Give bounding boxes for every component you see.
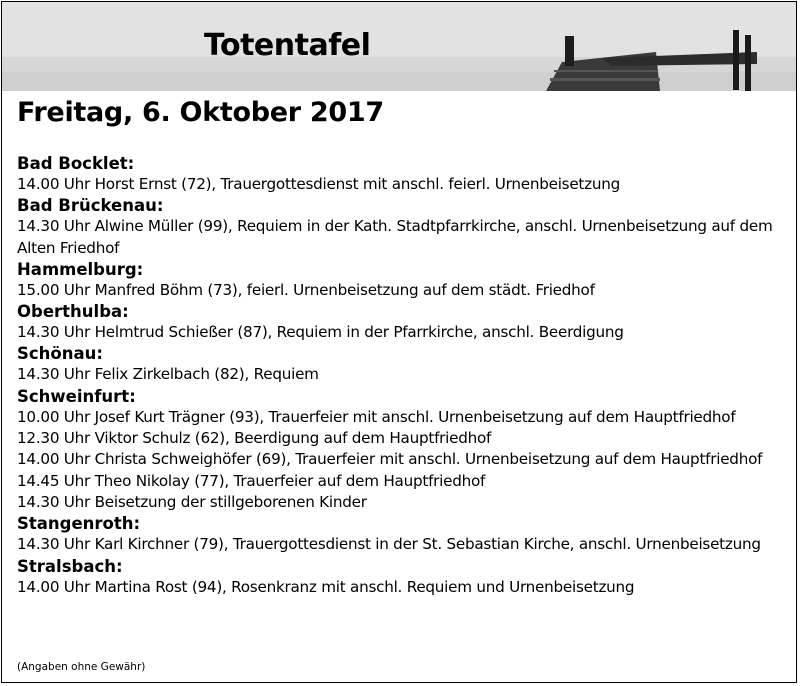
- funeral-entry: 14.00 Uhr Martina Rost (94), Rosenkranz mit anschl. Requiem und Urnenbeisetzung: [17, 577, 635, 596]
- funeral-entry: 10.00 Uhr Josef Kurt Trägner (93), Trauerfeier mit anschl. Urnenbeisetzung auf dem Hauptfriedhof: [17, 407, 736, 426]
- jetty-lake-image: [2, 2, 796, 91]
- place-heading: Schweinfurt:: [17, 386, 136, 406]
- obituary-notice: [1, 1, 797, 683]
- place-heading: Bad Bocklet:: [17, 154, 135, 173]
- place-heading: Oberthulba:: [17, 302, 129, 322]
- header-banner: [2, 2, 796, 91]
- section-block: [17, 153, 787, 195]
- place-heading: Schönau:: [17, 344, 103, 364]
- funeral-entry: 15.00 Uhr Manfred Böhm (73), feierl. Urnenbeisetzung auf dem städt. Friedhof: [17, 280, 595, 299]
- funeral-entry: 14.30 Uhr Beisetzung der stillgeborenen Kinder: [17, 492, 367, 511]
- funeral-entry: 14.00 Uhr Horst Ernst (72), Trauergottesdienst mit anschl. feierl. Urnenbeisetzung: [17, 175, 620, 193]
- section-block: [17, 301, 787, 343]
- section-block: [17, 513, 787, 555]
- place-heading: Hammelburg:: [17, 259, 144, 279]
- funeral-entry: 14.30 Uhr Karl Kirchner (79), Trauergottesdienst in der St. Sebastian Kirche, anschl. Urnenbeisetzung: [17, 535, 761, 554]
- banner-title: Totentafel: [204, 28, 371, 63]
- disclaimer: (Angaben ohne Gewähr): [17, 661, 146, 673]
- main-content: [17, 97, 787, 598]
- section-block: [17, 556, 787, 598]
- section-block: [17, 259, 787, 301]
- funeral-entry: 14.00 Uhr Christa Schweighöfer (69), Trauerfeier mit anschl. Urnenbeisetzung auf dem Hauptfriedhof: [17, 450, 763, 469]
- funeral-entry: 12.30 Uhr Viktor Schulz (62), Beerdigung auf dem Hauptfriedhof: [17, 429, 492, 448]
- place-heading: Stangenroth:: [17, 514, 141, 534]
- date-heading: Freitag, 6. Oktober 2017: [17, 97, 384, 128]
- sections-list: [17, 153, 787, 598]
- funeral-entry: 14.45 Uhr Theo Nikolay (77), Trauerfeier auf dem Hauptfriedhof: [17, 471, 486, 490]
- section-block: [17, 195, 787, 259]
- section-block: [17, 343, 787, 385]
- place-heading: Bad Brückenau:: [17, 196, 164, 216]
- funeral-entry: 14.30 Uhr Alwine Müller (99), Requiem in der Kath. Stadtpfarrkirche, anschl. Urnenbeisetzung auf dem Alten Friedhof: [17, 217, 773, 257]
- funeral-entry: 14.30 Uhr Helmtrud Schießer (87), Requiem in der Pfarrkirche, anschl. Beerdigung: [17, 323, 624, 342]
- funeral-entry: 14.30 Uhr Felix Zirkelbach (82), Requiem: [17, 365, 319, 384]
- place-heading: Stralsbach:: [17, 556, 123, 576]
- section-block: [17, 386, 787, 513]
